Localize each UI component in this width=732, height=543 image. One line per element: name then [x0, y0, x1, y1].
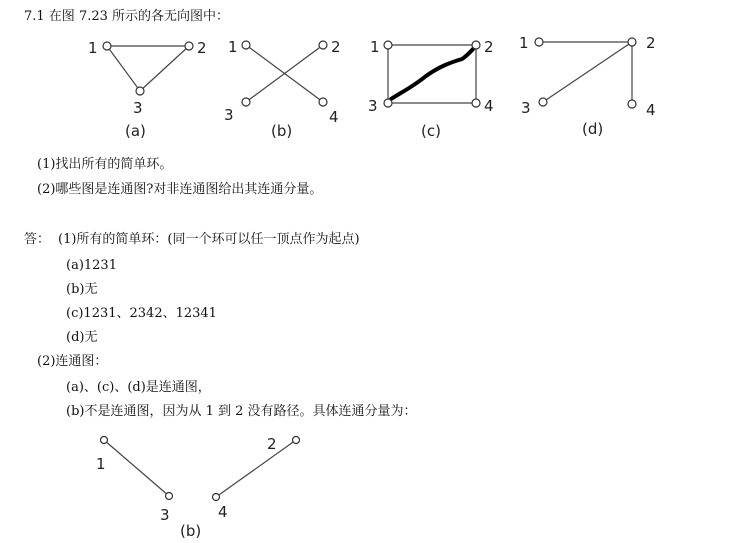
vertex-b-2 — [319, 41, 327, 49]
label-comp-1: 1 — [96, 455, 106, 473]
label-d-1: 1 — [519, 34, 529, 52]
vertex-b-3 — [242, 98, 250, 106]
vertex-c-1 — [384, 41, 392, 49]
label-a-3: 3 — [133, 99, 143, 117]
vertex-a-1 — [103, 42, 111, 50]
vertex-c-3 — [384, 99, 392, 107]
label-c-3: 3 — [368, 97, 378, 115]
vertex-a-3 — [136, 87, 144, 95]
label-comp-4: 4 — [218, 503, 228, 521]
label-c-4: 4 — [484, 97, 494, 115]
label-d-3: 3 — [521, 99, 531, 117]
label-b-2: 2 — [331, 38, 341, 56]
figure-b — [224, 38, 341, 140]
vertex-b-1 — [242, 41, 250, 49]
vertex-c-4 — [472, 99, 480, 107]
components-figure-b — [96, 435, 300, 540]
answer-1-item-c: (c)1231、2342、12341 — [66, 306, 217, 321]
vertex-comp-3 — [166, 493, 173, 500]
vertex-d-2 — [628, 38, 636, 46]
answer-2-heading: (2)连通图： — [37, 354, 108, 369]
vertex-comp-1 — [101, 437, 108, 444]
label-b-3: 3 — [224, 106, 234, 124]
caption-d: (d) — [582, 120, 604, 138]
caption-comp-b: (b) — [180, 522, 202, 540]
vertex-b-4 — [319, 98, 327, 106]
edge-c-2-3 — [391, 48, 474, 99]
answer-1-heading: (1)所有的简单环：(同一个环可以任一顶点作为起点) — [58, 232, 360, 247]
edge-a-2-3 — [140, 46, 189, 91]
problem-title: 7.1 在图 7.23 所示的各无向图中： — [24, 9, 230, 24]
answer-1-item-b: (b)无 — [66, 282, 98, 297]
answer-lead: 答： — [24, 232, 51, 247]
answer-2-line-2: (b)不是连通图，因为从 1 到 2 没有路径。具体连通分量为： — [66, 404, 417, 419]
vertex-a-2 — [185, 42, 193, 50]
edge-comp-1-3 — [104, 440, 169, 496]
label-comp-3: 3 — [160, 506, 170, 524]
label-comp-2: 2 — [267, 435, 277, 453]
answer-2-line-1: (a)、(c)、(d)是连通图， — [66, 380, 211, 395]
edge-comp-2-4 — [216, 440, 296, 497]
label-c-2: 2 — [484, 38, 494, 56]
vertex-comp-4 — [213, 494, 220, 501]
label-d-2: 2 — [646, 34, 656, 52]
vertex-c-2 — [472, 41, 480, 49]
question-1: (1)找出所有的简单环。 — [37, 157, 173, 172]
edge-a-1-3 — [107, 46, 140, 91]
caption-a: (a) — [125, 122, 146, 140]
vertex-d-3 — [539, 98, 547, 106]
vertex-d-4 — [628, 100, 636, 108]
answer-1-item-a: (a)1231 — [66, 258, 117, 273]
figure-a — [88, 39, 207, 140]
figure-c — [368, 38, 494, 140]
vertex-comp-2 — [293, 437, 300, 444]
label-b-1: 1 — [228, 38, 238, 56]
label-a-2: 2 — [197, 39, 207, 57]
vertex-d-1 — [535, 38, 543, 46]
label-c-1: 1 — [370, 38, 380, 56]
label-b-4: 4 — [329, 108, 339, 126]
caption-b: (b) — [271, 122, 293, 140]
question-2: (2)哪些图是连通图?对非连通图给出其连通分量。 — [37, 182, 323, 197]
caption-c: (c) — [421, 122, 441, 140]
label-d-4: 4 — [646, 101, 656, 119]
answer-1-item-d: (d)无 — [66, 330, 98, 345]
label-a-1: 1 — [88, 39, 98, 57]
edge-d-2-3 — [543, 42, 632, 102]
figure-d — [519, 34, 656, 138]
